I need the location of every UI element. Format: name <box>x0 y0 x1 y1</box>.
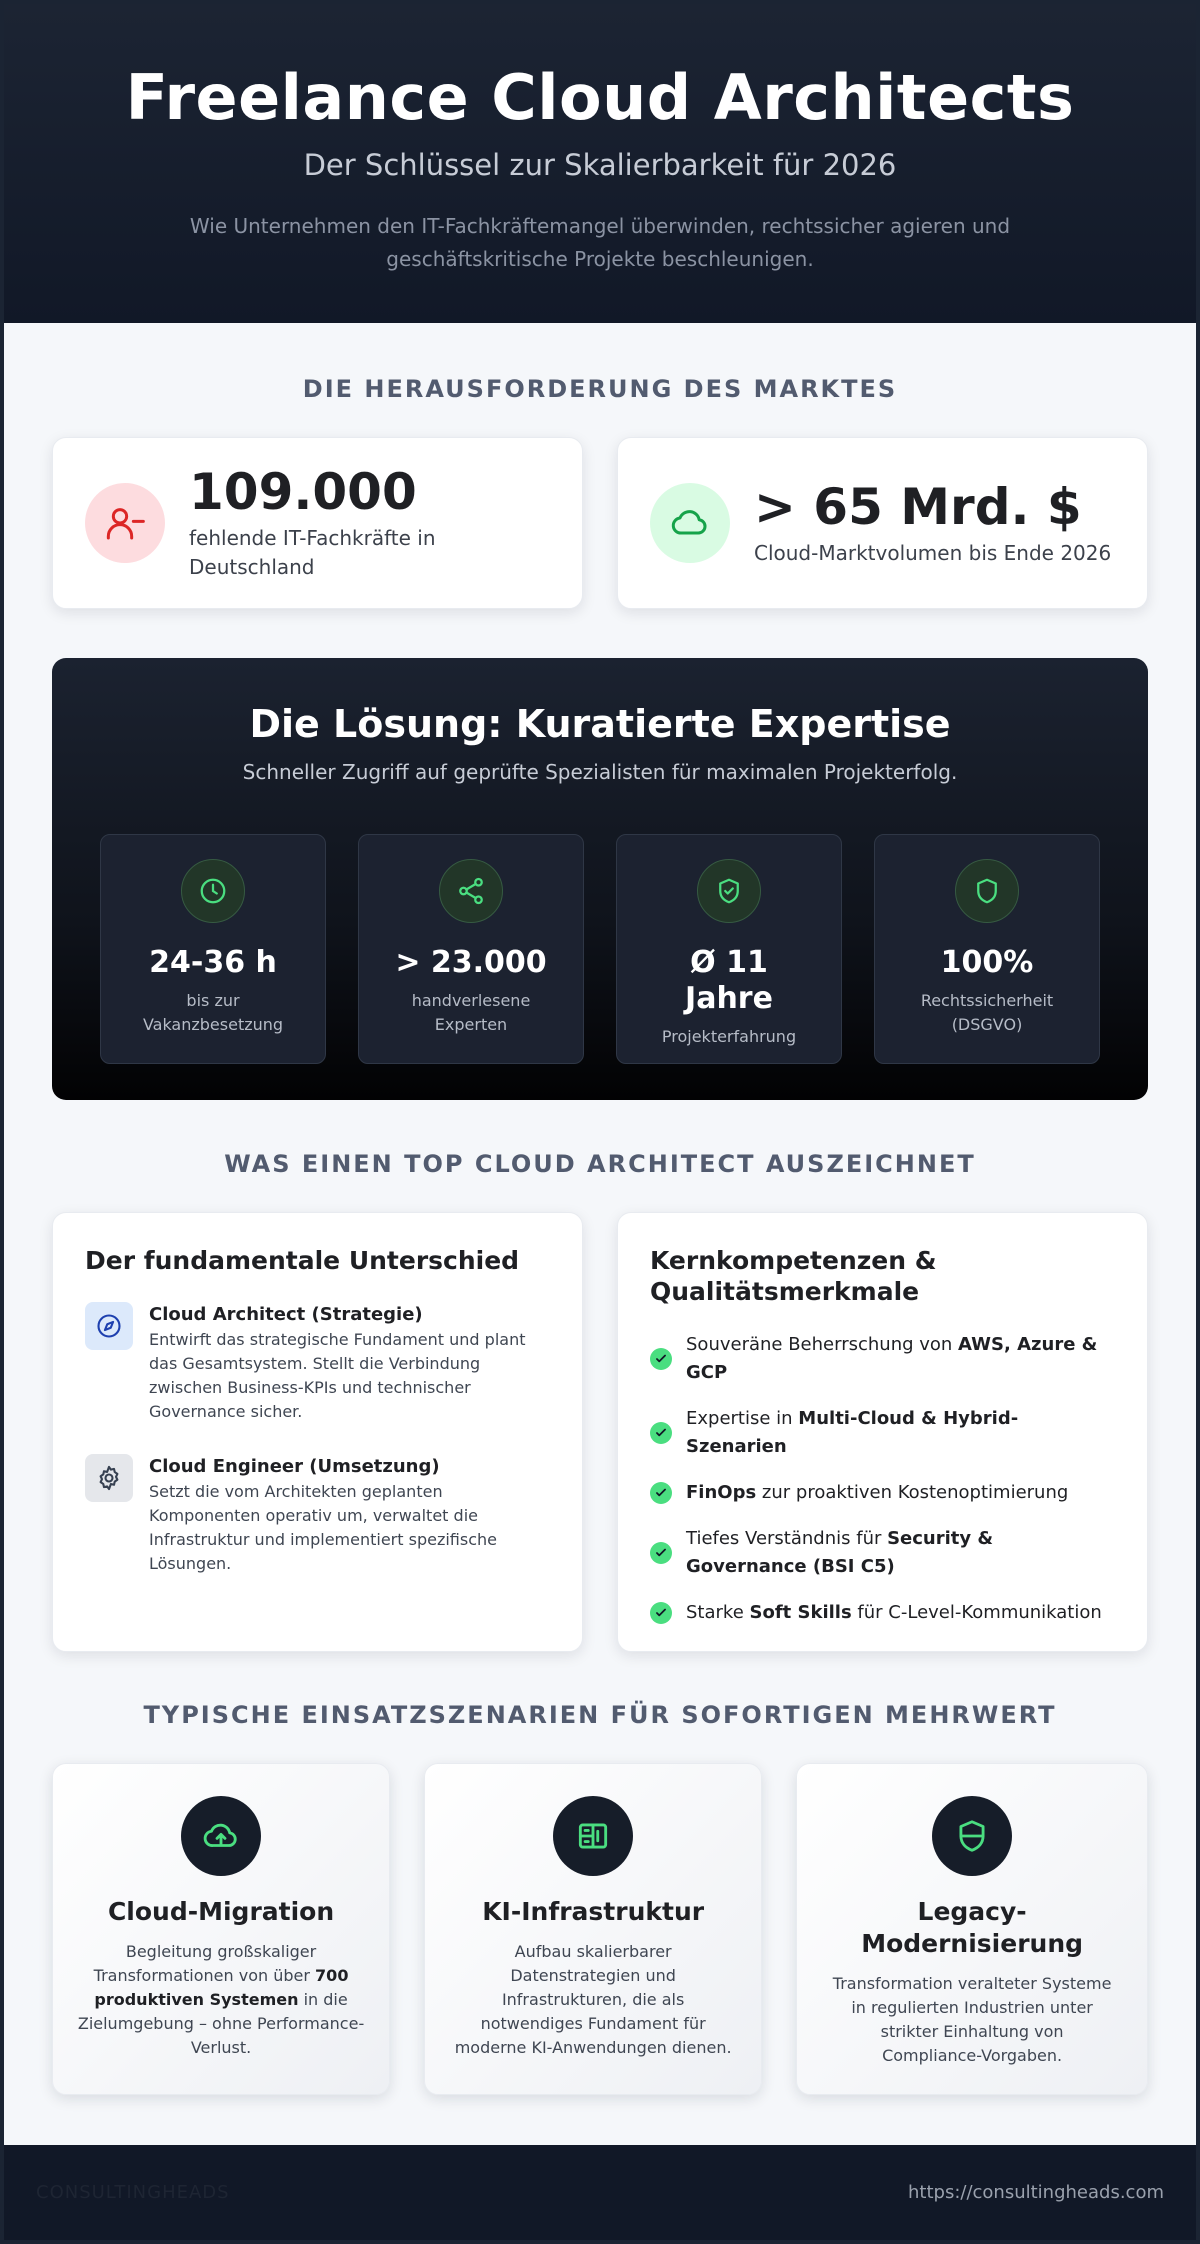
cloud-upload-icon <box>181 1796 261 1876</box>
scenario-cards <box>4 1763 1196 2095</box>
clock-icon <box>181 859 245 923</box>
gear-icon <box>85 1454 133 1502</box>
competencies-title: Kernkompetenzen & Qualitätsmerkmale <box>650 1246 937 1306</box>
difference-card <box>52 1212 583 1652</box>
solution-metric-card <box>874 834 1100 1064</box>
check-icon <box>650 1348 672 1370</box>
solution-title: Die Lösung: Kuratierte Expertise <box>249 702 951 746</box>
hero-subtitle: Der Schlüssel zur Skalierbarkeit für 2026 <box>303 148 897 182</box>
scenario-description: Transformation veralteter Systeme in regulierten Industrien unter strikter Einhaltung von Compliance-Vorgaben. <box>832 1974 1112 2065</box>
infographic-page <box>4 4 1196 2240</box>
scenario-description: Aufbau skalierbarer Datenstrategien und Infrastrukturen, die als notwendiges Fundament für moderne KI-Anwendungen dienen. <box>454 1942 732 2057</box>
solution-metric-card <box>358 834 584 1064</box>
stat-value: 109.000 <box>189 463 417 521</box>
competency-list <box>650 1331 1115 1627</box>
competency-text: Starke Soft Skills für C-Level-Kommunikation <box>686 1602 1102 1623</box>
solution-metric-card <box>100 834 326 1064</box>
scenario-title: Legacy-Modernisierung <box>861 1897 1084 1958</box>
shield-check-icon <box>697 859 761 923</box>
competency-text: Expertise in Multi-Cloud & Hybrid-Szenarien <box>686 1408 1019 1457</box>
stat-card-shortage <box>52 437 583 609</box>
role-title: Cloud Engineer (Umsetzung) <box>149 1456 440 1477</box>
scenario-title: Cloud-Migration <box>107 1897 335 1926</box>
metric-value: 100% <box>940 945 1034 980</box>
stat-label: fehlende IT-Fachkräfte in Deutschland <box>189 526 436 579</box>
role-description: Setzt die vom Architekten geplanten Komponenten operativ um, verwaltet die Infrastruktur und implementiert spezifische Lösungen. <box>149 1482 497 1573</box>
role-description: Entwirft das strategische Fundament und plant das Gesamtsystem. Stellt die Verbindung zwischen Business-KPIs und technischer Governance sicher. <box>149 1330 526 1421</box>
competency-text: FinOps zur proaktiven Kostenoptimierung <box>686 1482 1069 1503</box>
hero-title: Freelance Cloud Architects <box>125 61 1075 134</box>
role-engineer <box>85 1454 550 1576</box>
footer-url-link[interactable]: https://consultingheads.com <box>908 2182 1164 2203</box>
solution-metrics <box>52 834 1148 1064</box>
cloud-icon <box>650 483 730 563</box>
architect-cards <box>4 1212 1196 1652</box>
share-icon <box>439 859 503 923</box>
shield-half-icon <box>932 1796 1012 1876</box>
difference-title: Der fundamentale Unterschied <box>85 1246 520 1275</box>
hero-section <box>4 4 1196 323</box>
competency-item <box>650 1479 1115 1507</box>
scenario-card <box>424 1763 762 2095</box>
competency-item <box>650 1599 1115 1627</box>
user-minus-icon <box>85 483 165 563</box>
scenario-card <box>52 1763 390 2095</box>
role-architect <box>85 1302 550 1424</box>
scenario-description: Begleitung großskaliger Transformationen von über 700 produktiven Systemen in die Zielumgebung – ohne Performance-Verlust. <box>77 1942 365 2057</box>
competency-item <box>650 1331 1115 1387</box>
competency-text: Souveräne Beherrschung von AWS, Azure & GCP <box>686 1334 1098 1383</box>
solution-metric-card <box>616 834 842 1064</box>
solution-section <box>52 658 1148 1100</box>
solution-subtitle: Schneller Zugriff auf geprüfte Spezialisten für maximalen Projekterfolg. <box>242 760 958 784</box>
competency-text: Tiefes Verständnis für Security & Governance (BSI C5) <box>686 1528 994 1577</box>
competency-item <box>650 1525 1115 1581</box>
stat-card-market-volume <box>617 437 1148 609</box>
metric-label: bis zur Vakanzbesetzung <box>142 991 284 1034</box>
metric-label: Rechtssicherheit (DSGVO) <box>920 991 1054 1034</box>
metric-value: 24-36 h <box>149 945 277 980</box>
check-icon <box>650 1542 672 1564</box>
compass-icon <box>85 1302 133 1350</box>
stat-value: > 65 Mrd. $ <box>754 477 1082 536</box>
hero-description: Wie Unternehmen den IT-Fachkräftemangel überwinden, rechtssicher agieren und geschäftskritische Projekte beschleunigen. <box>189 214 1011 271</box>
market-heading: DIE HERAUSFORDERUNG DES MARKTES <box>302 375 898 403</box>
check-icon <box>650 1482 672 1504</box>
footer-brand: CONSULTINGHEADS <box>36 2182 230 2203</box>
scenario-card <box>796 1763 1148 2095</box>
metric-label: Projekterfahrung <box>661 1027 797 1046</box>
stat-label: Cloud-Marktvolumen bis Ende 2026 <box>754 540 1112 565</box>
market-stats <box>4 437 1196 609</box>
check-icon <box>650 1422 672 1444</box>
competency-item <box>650 1405 1115 1461</box>
scenarios-heading: TYPISCHE EINSATZSZENARIEN FÜR SOFORTIGEN MEHRWERT <box>143 1701 1057 1729</box>
architect-heading: WAS EINEN TOP CLOUD ARCHITECT AUSZEICHNET <box>224 1150 976 1178</box>
check-icon <box>650 1602 672 1624</box>
scenario-title: KI-Infrastruktur <box>482 1897 705 1926</box>
competencies-card <box>617 1212 1148 1652</box>
metric-value: Ø 11 Jahre <box>685 945 773 1016</box>
server-icon <box>553 1796 633 1876</box>
shield-icon <box>955 859 1019 923</box>
role-title: Cloud Architect (Strategie) <box>149 1304 423 1325</box>
metric-label: handverlesene Experten <box>411 991 531 1034</box>
footer <box>4 2145 1196 2240</box>
metric-value: > 23.000 <box>395 945 547 980</box>
